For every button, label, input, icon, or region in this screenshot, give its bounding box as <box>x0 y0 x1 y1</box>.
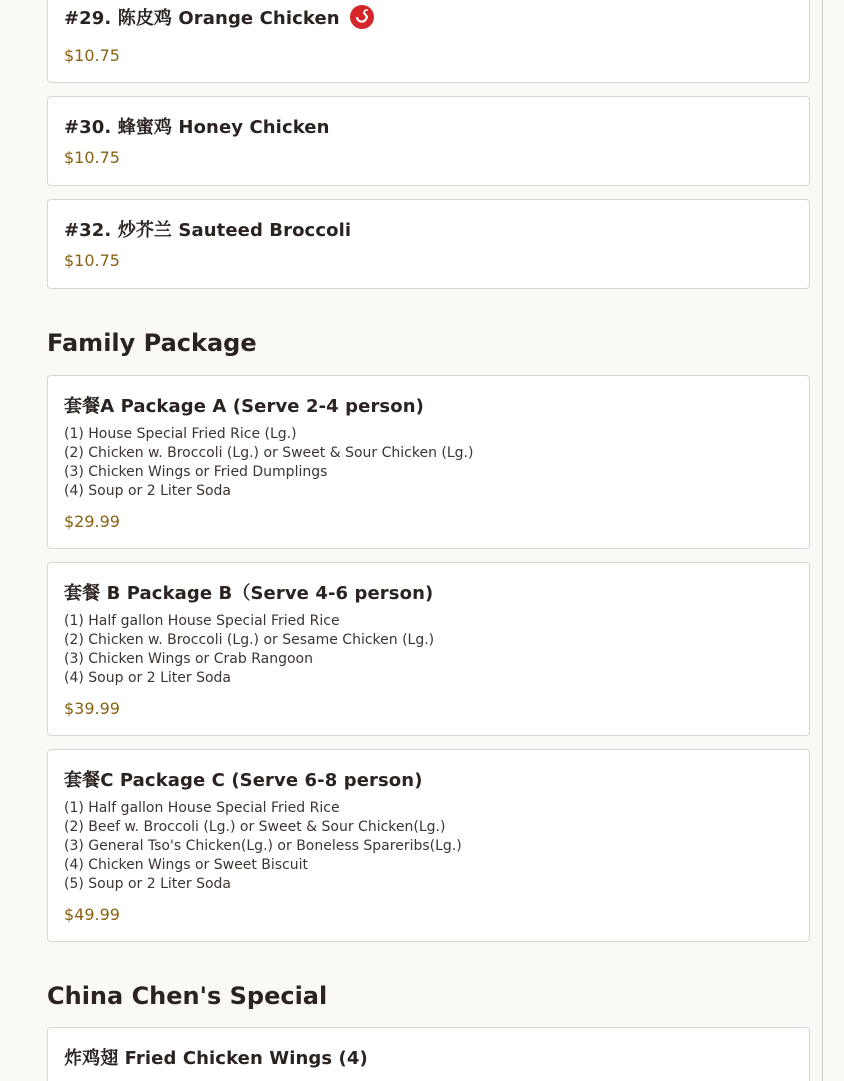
menu-item-description <box>64 612 434 688</box>
menu-item-title: #30. 蜂蜜鸡 Honey Chicken <box>64 117 330 138</box>
description-line: (1) Half gallon House Special Fried Rice <box>64 800 340 816</box>
menu-item-price: $10.75 <box>64 148 120 167</box>
description-line: (1) House Special Fried Rice (Lg.) <box>64 426 297 442</box>
description-line: (2) Chicken w. Broccoli (Lg.) or Sesame Chicken (Lg.) <box>64 632 435 648</box>
description-line: (2) Beef w. Broccoli (Lg.) or Sweet & Sour Chicken(Lg.) <box>64 819 446 835</box>
menu-item-title: 套餐C Package C (Serve 6-8 person) <box>64 770 423 791</box>
menu-item-description <box>64 425 473 501</box>
menu-item-title: #29. 陈皮鸡 Orange Chicken <box>64 8 340 29</box>
menu-item-price: $10.75 <box>64 46 120 65</box>
description-line: (3) Chicken Wings or Crab Rangoon <box>64 651 313 667</box>
menu-item-price: $29.99 <box>64 512 120 531</box>
menu-item-title: 炸鸡翅 Fried Chicken Wings (4) <box>64 1048 368 1069</box>
description-line: (1) Half gallon House Special Fried Rice <box>64 613 340 629</box>
scroll-divider <box>822 0 823 1081</box>
menu-item-price: $49.99 <box>64 905 120 924</box>
menu-item-price: $39.99 <box>64 699 120 718</box>
menu-item-card[interactable] <box>47 0 810 83</box>
menu-item-title: 套餐 B Package B（Serve 4-6 person) <box>64 583 434 604</box>
section-heading-china-chens-special: China Chen's Special <box>47 982 328 1010</box>
description-line: (4) Soup or 2 Liter Soda <box>64 483 231 499</box>
menu-item-title: 套餐A Package A (Serve 2-4 person) <box>64 396 424 417</box>
section-heading-family-package: Family Package <box>47 329 257 357</box>
menu-item-card[interactable] <box>47 562 810 736</box>
menu-item-card[interactable] <box>47 199 810 289</box>
description-line: (3) Chicken Wings or Fried Dumplings <box>64 464 328 480</box>
description-line: (5) Soup or 2 Liter Soda <box>64 876 231 892</box>
menu-item-card[interactable] <box>47 749 810 942</box>
menu-item-card[interactable] <box>47 1027 810 1081</box>
description-line: (2) Chicken w. Broccoli (Lg.) or Sweet & Sour Chicken (Lg.) <box>64 445 474 461</box>
menu-item-title-row <box>64 4 374 30</box>
menu-item-price: $10.75 <box>64 251 120 270</box>
menu-item-card[interactable] <box>47 96 810 186</box>
menu-item-card[interactable] <box>47 375 810 549</box>
description-line: (3) General Tso's Chicken(Lg.) or Boneless Spareribs(Lg.) <box>64 838 462 854</box>
description-line: (4) Soup or 2 Liter Soda <box>64 670 231 686</box>
menu-item-description <box>64 799 462 894</box>
description-line: (4) Chicken Wings or Sweet Biscuit <box>64 857 309 873</box>
menu-item-title: #32. 炒芥兰 Sauteed Broccoli <box>64 220 352 241</box>
spicy-pepper-icon <box>350 5 374 29</box>
